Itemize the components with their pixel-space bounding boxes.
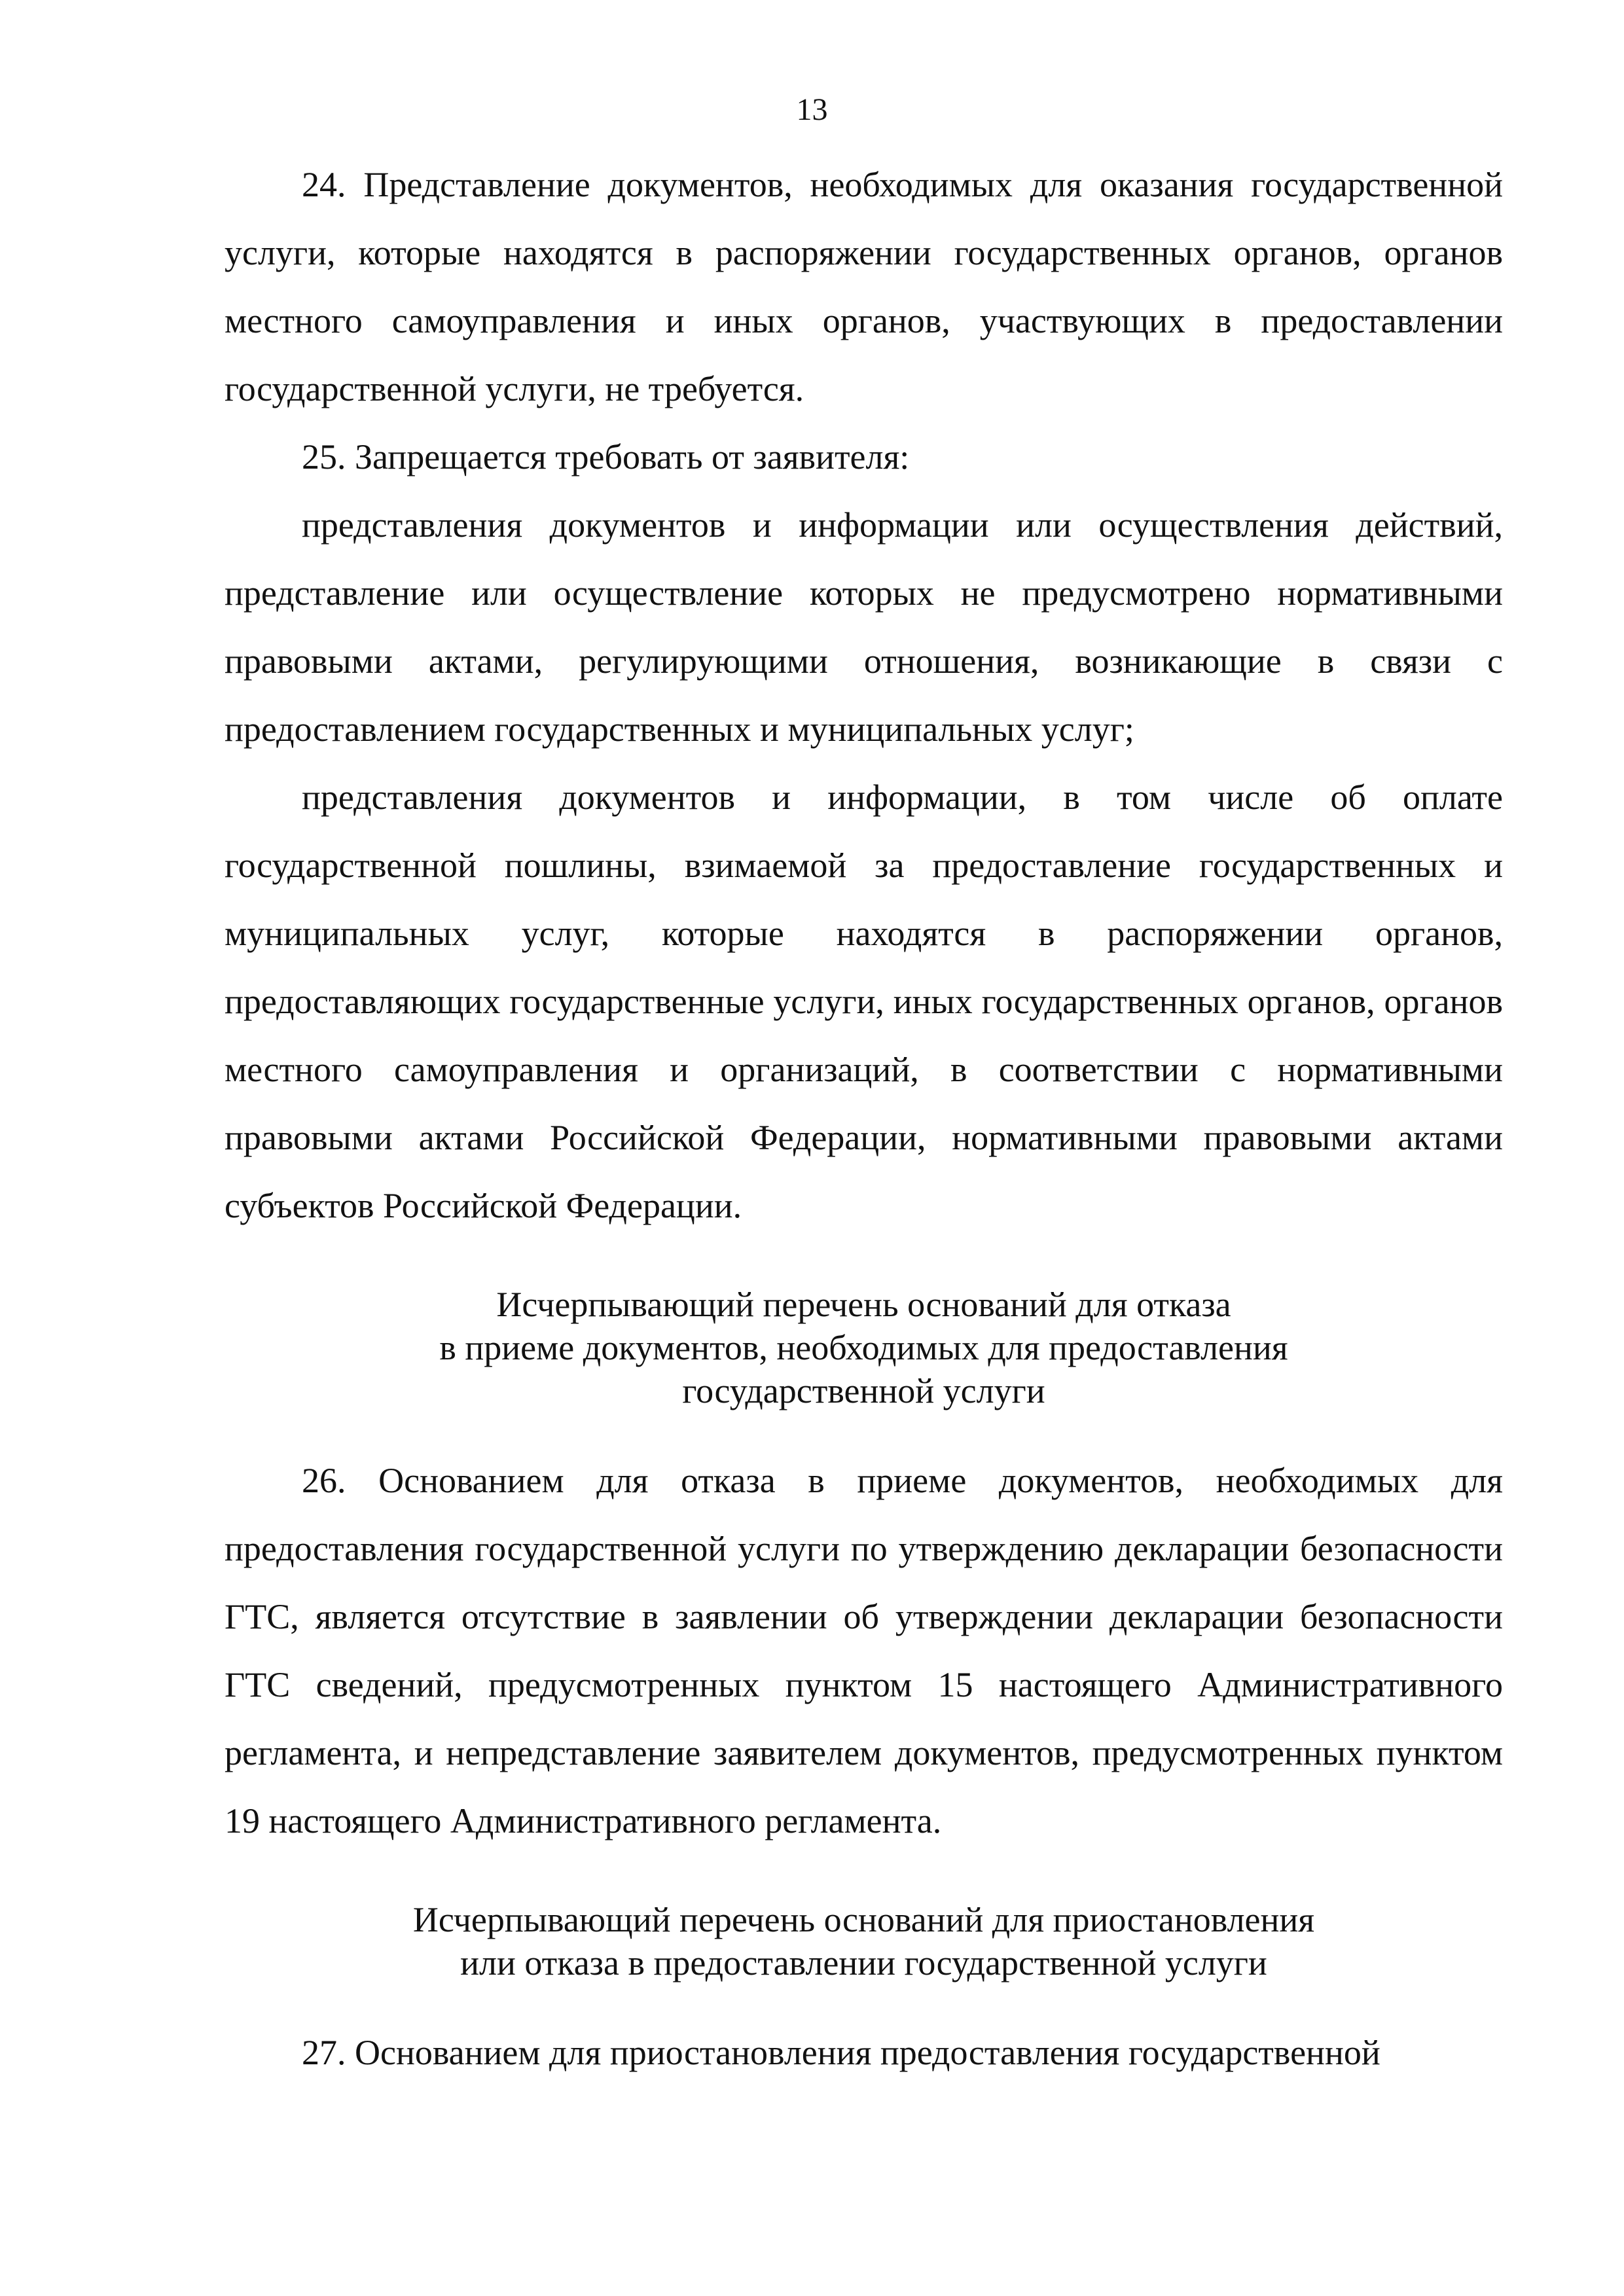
- heading-line: Исчерпывающий перечень оснований для отказа: [496, 1285, 1231, 1324]
- heading-line: или отказа в предоставлении государственной услуги: [460, 1943, 1267, 1982]
- page-number: 13: [796, 92, 828, 127]
- document-body: [225, 151, 1503, 2087]
- paragraph-24: 24. Представление документов, необходимых для оказания государственной услуги, которые находятся в распоряжении государственных органов, органов местного самоуправления и иных органов, участвующих в предоставлении государственной услуги, не требуется.: [225, 165, 1503, 408]
- paragraph-26: 26. Основанием для отказа в приеме документов, необходимых для предоставления государственной услуги по утверждению декларации безопасности ГТС, является отсутствие в заявлении об утверждении декларации безопасности ГТС сведений, предусмотренных пунктом 15 настоящего Административного регламента, и непредставление заявителем документов, предусмотренных пунктом 19 настоящего Административного регламента.: [225, 1461, 1503, 1840]
- heading-line: в приеме документов, необходимых для предоставления: [439, 1328, 1288, 1367]
- paragraph-25-item-1: представления документов и информации или осуществления действий, представление или осуществление которых не предусмотрено нормативными правовыми актами, регулирующими отношения, возникающие в связи с предоставлением государственных и муниципальных услуг;: [225, 505, 1503, 749]
- paragraph-27: 27. Основанием для приостановления предоставления государственной: [302, 2033, 1380, 2072]
- section-heading-refusal-reception: [225, 1283, 1503, 1412]
- paragraph-25-item-2: представления документов и информации, в том числе об оплате государственной пошлины, взимаемой за предоставление государственных и муниципальных услуг, которые находятся в распоряжении органов, предоставляющих государственные услуги, иных государственных органов, органов местного самоуправления и организаций, в соответствии с нормативными правовыми актами Российской Федерации, нормативными правовыми актами субъектов Российской Федерации.: [225, 778, 1503, 1225]
- heading-line: Исчерпывающий перечень оснований для приостановления: [412, 1900, 1315, 1939]
- heading-line: государственной услуги: [682, 1371, 1045, 1410]
- section-heading-suspension-refusal: [225, 1898, 1503, 1984]
- paragraph-25: 25. Запрещается требовать от заявителя:: [302, 437, 910, 476]
